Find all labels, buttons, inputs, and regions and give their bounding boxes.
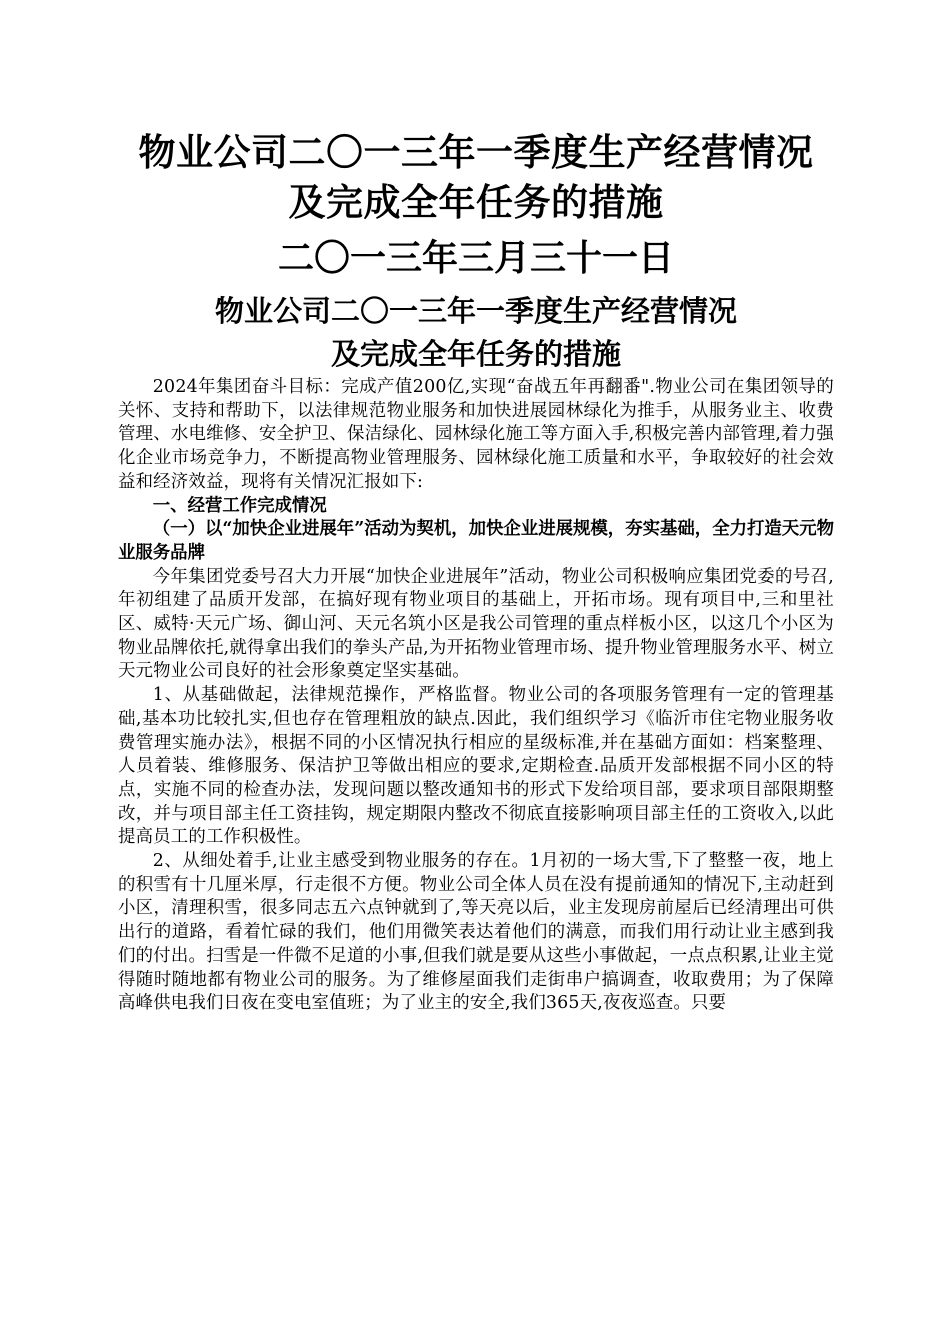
intro-paragraph: 2024年集团奋斗目标：完成产值200亿,实现“奋战五年再翻番".物业公司在集团领导的关怀、支持和帮助下，以法律规范物业服务和加快进展园林绿化为推手，从服务业主、收费管理、水电维修、安全护卫、保洁绿化、园林绿化施工等方面入手,积极完善内部管理,着力强化企业市场竞争力，不断提高物业管理服务、园林绿化施工质量和水平，争取较好的社会效益和经济效益，现将有关情况汇报如下: xyxy=(118,377,834,492)
document-page xyxy=(118,128,834,1016)
document-title-line1: 物业公司二〇一三年一季度生产经营情况 xyxy=(214,294,737,328)
cover-date: 二〇一三年三月三十一日 xyxy=(277,238,674,279)
body-paragraph-3: 2、从细处着手,让业主感受到物业服务的存在。1月初的一场大雪,下了整整一夜，地上的积雪有十几厘米厚，行走很不方便。物业公司全体人员在没有提前通知的情况下,主动赶到小区，清理积雪，很多同志五六点钟就到了,等天亮以后，业主发现房前屋后已经清理出可供出行的道路，看着忙碌的我们，他们用微笑表达着他们的满意，而我们用行动让业主感到我们的付出。扫雪是一件微不足道的小事,但我们就是要从这些小事做起，一点点积累,让业主觉得随时随地都有物业公司的服务。为了维修屋面我们走街串户搞调查，收取费用；为了保障高峰供电我们日夜在变电室值班；为了业主的安全,我们365天,夜夜巡查。只要 xyxy=(118,851,834,1014)
document-title-line2: 及完成全年任务的措施 xyxy=(330,337,621,371)
section-heading: 一、经营工作完成情况 xyxy=(152,495,327,516)
subsection-heading: （一）以“加快企业进展年”活动为契机，加快企业进展规模，夯实基础，全力打造天元物业服务品牌 xyxy=(118,519,834,563)
cover-title-line1: 物业公司二〇一三年一季度生产经营情况 xyxy=(138,131,814,174)
cover-title-line2: 及完成全年任务的措施 xyxy=(288,181,664,224)
body-paragraph-1: 今年集团党委号召大力开展“加快企业进展年”活动，物业公司积极响应集团党委的号召,年初组建了品质开发部，在搞好现有物业项目的基础上，开拓市场。现有项目中,三和里社区、威特·天元广场、御山河、天元名筑小区是我公司管理的重点样板小区，以这几个小区为物业品牌依托,就得拿出我们的拳头产品,为开拓物业管理市场、提升物业管理服务水平、树立天元物业公司良好的社会形象奠定坚实基础。 xyxy=(118,566,834,682)
body-paragraph-2: 1、从基础做起，法律规范操作，严格监督。物业公司的各项服务管理有一定的管理基础,基本功比较扎实,但也存在管理粗放的缺点.因此，我们组织学习《临沂市住宅物业服务收费管理实施办法》，根据不同的小区情况执行相应的星级标准,并在基础方面如：档案整理、人员着装、维修服务、保洁护卫等做出相应的要求,定期检查.品质开发部根据不同小区的特点，实施不同的检查办法，发现问题以整改通知书的形式下发给项目部，要求项目部限期整改，并与项目部主任工资挂钩，规定期限内整改不彻底直接影响项目部主任的工资收入,以此提高员工的工作积极性。 xyxy=(118,685,834,848)
